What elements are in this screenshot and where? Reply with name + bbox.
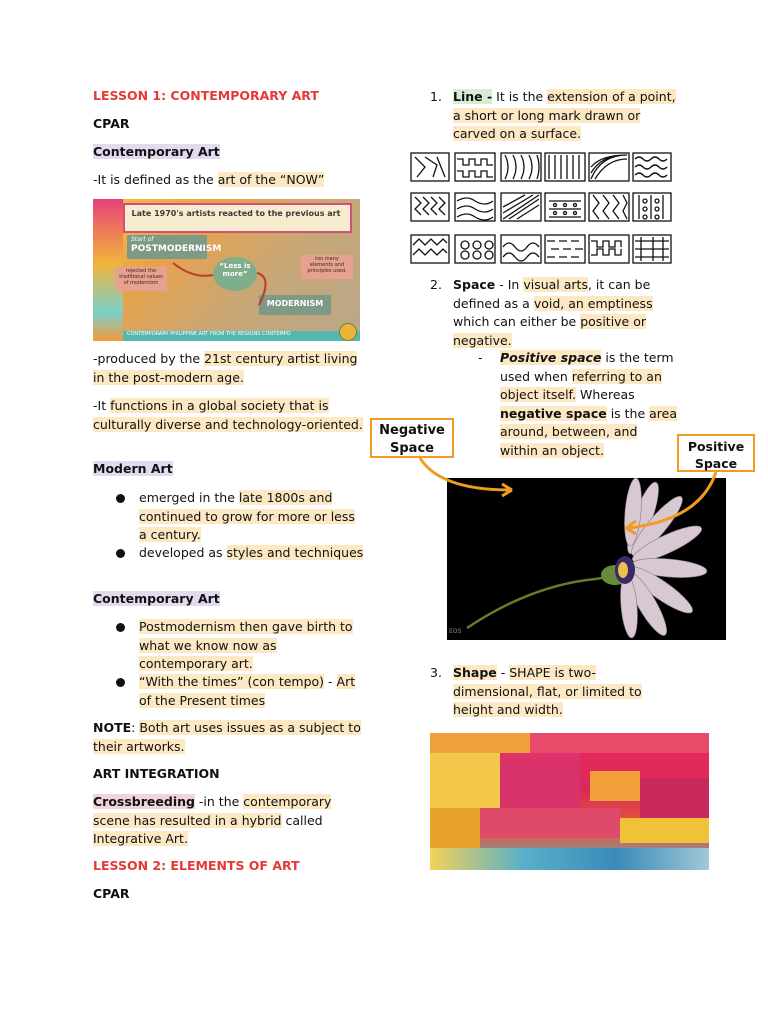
cpar-label-2: CPAR bbox=[93, 886, 130, 901]
rejected-label: rejected the traditional values of modernism bbox=[119, 268, 163, 286]
modernism-label: MODERNISM bbox=[266, 299, 324, 308]
modern-bullet-2: developed as styles and techniques bbox=[139, 545, 364, 560]
shape-definition: Shape - SHAPE is two-dimensional, flat, or limited to height and width. bbox=[453, 665, 642, 717]
positive-negative-definition: Positive space is the term used when referring to an object itself. Whereas negative space is the area around, between, and within an object. bbox=[500, 350, 678, 458]
art-integration-heading: ART INTEGRATION bbox=[93, 766, 220, 781]
defined-text: -It is defined as the art of the “NOW” bbox=[93, 172, 325, 187]
list-number-3: 3. bbox=[430, 665, 442, 680]
infographic-footer: CONTEMPORARY PHILIPPINE ART FROM THE REGIONS CONTEMPO bbox=[127, 331, 291, 337]
shape-painting bbox=[430, 733, 709, 870]
postmodernism-label: POSTMODERNISM bbox=[131, 244, 222, 254]
space-definition: Space - In visual arts, it can be defined as a void, an emptiness which can either be positive or negative. bbox=[453, 277, 653, 348]
note-text: NOTE: Both art uses issues as a subject to their artworks. bbox=[93, 720, 361, 754]
lesson1-title: LESSON 1: CONTEMPORARY ART bbox=[93, 88, 319, 103]
negative-space-callout: Negative Space bbox=[370, 418, 454, 458]
lesson2-title: LESSON 2: ELEMENTS OF ART bbox=[93, 858, 300, 873]
line-definition: Line - It is the extension of a point, a short or long mark drawn or carved on a surface. bbox=[453, 89, 676, 141]
start-of-label: Start of bbox=[131, 236, 154, 243]
modern-bullet-1: emerged in the late 1800s and continued to grow for more or less a century. bbox=[139, 490, 355, 542]
list-number-1: 1. bbox=[430, 89, 442, 104]
dash-marker: - bbox=[478, 350, 483, 365]
crossbreeding-text: Crossbreeding -in the contemporary scene has resulted in a hybrid called Integrative Art. bbox=[93, 794, 332, 846]
contemporary-bullet-1: Postmodernism then gave birth to what we know now as contemporary art. bbox=[139, 619, 353, 671]
too-many-label: too many elements and principles used. bbox=[307, 256, 347, 274]
less-is-more-bubble: “Less is more” bbox=[219, 262, 251, 278]
infographic-banner: Late 1970's artists reacted to the previous art bbox=[131, 209, 341, 218]
contemporary-bullet-2: “With the times” (con tempo) - Art of the Present times bbox=[139, 674, 356, 708]
photo-caption: EOS bbox=[449, 628, 462, 635]
contemporary-heading: Contemporary Art bbox=[93, 144, 220, 159]
cpar-label: CPAR bbox=[93, 116, 130, 131]
modern-art-heading: Modern Art bbox=[93, 461, 173, 476]
contemporary-heading-2: Contemporary Art bbox=[93, 591, 220, 606]
functions-text: -It functions in a global society that is culturally diverse and technology-oriented. bbox=[93, 398, 363, 432]
produced-text: -produced by the 21st century artist living in the post-modern age. bbox=[93, 351, 358, 385]
positive-space-callout: Positive Space bbox=[677, 434, 755, 472]
list-number-2: 2. bbox=[430, 277, 442, 292]
